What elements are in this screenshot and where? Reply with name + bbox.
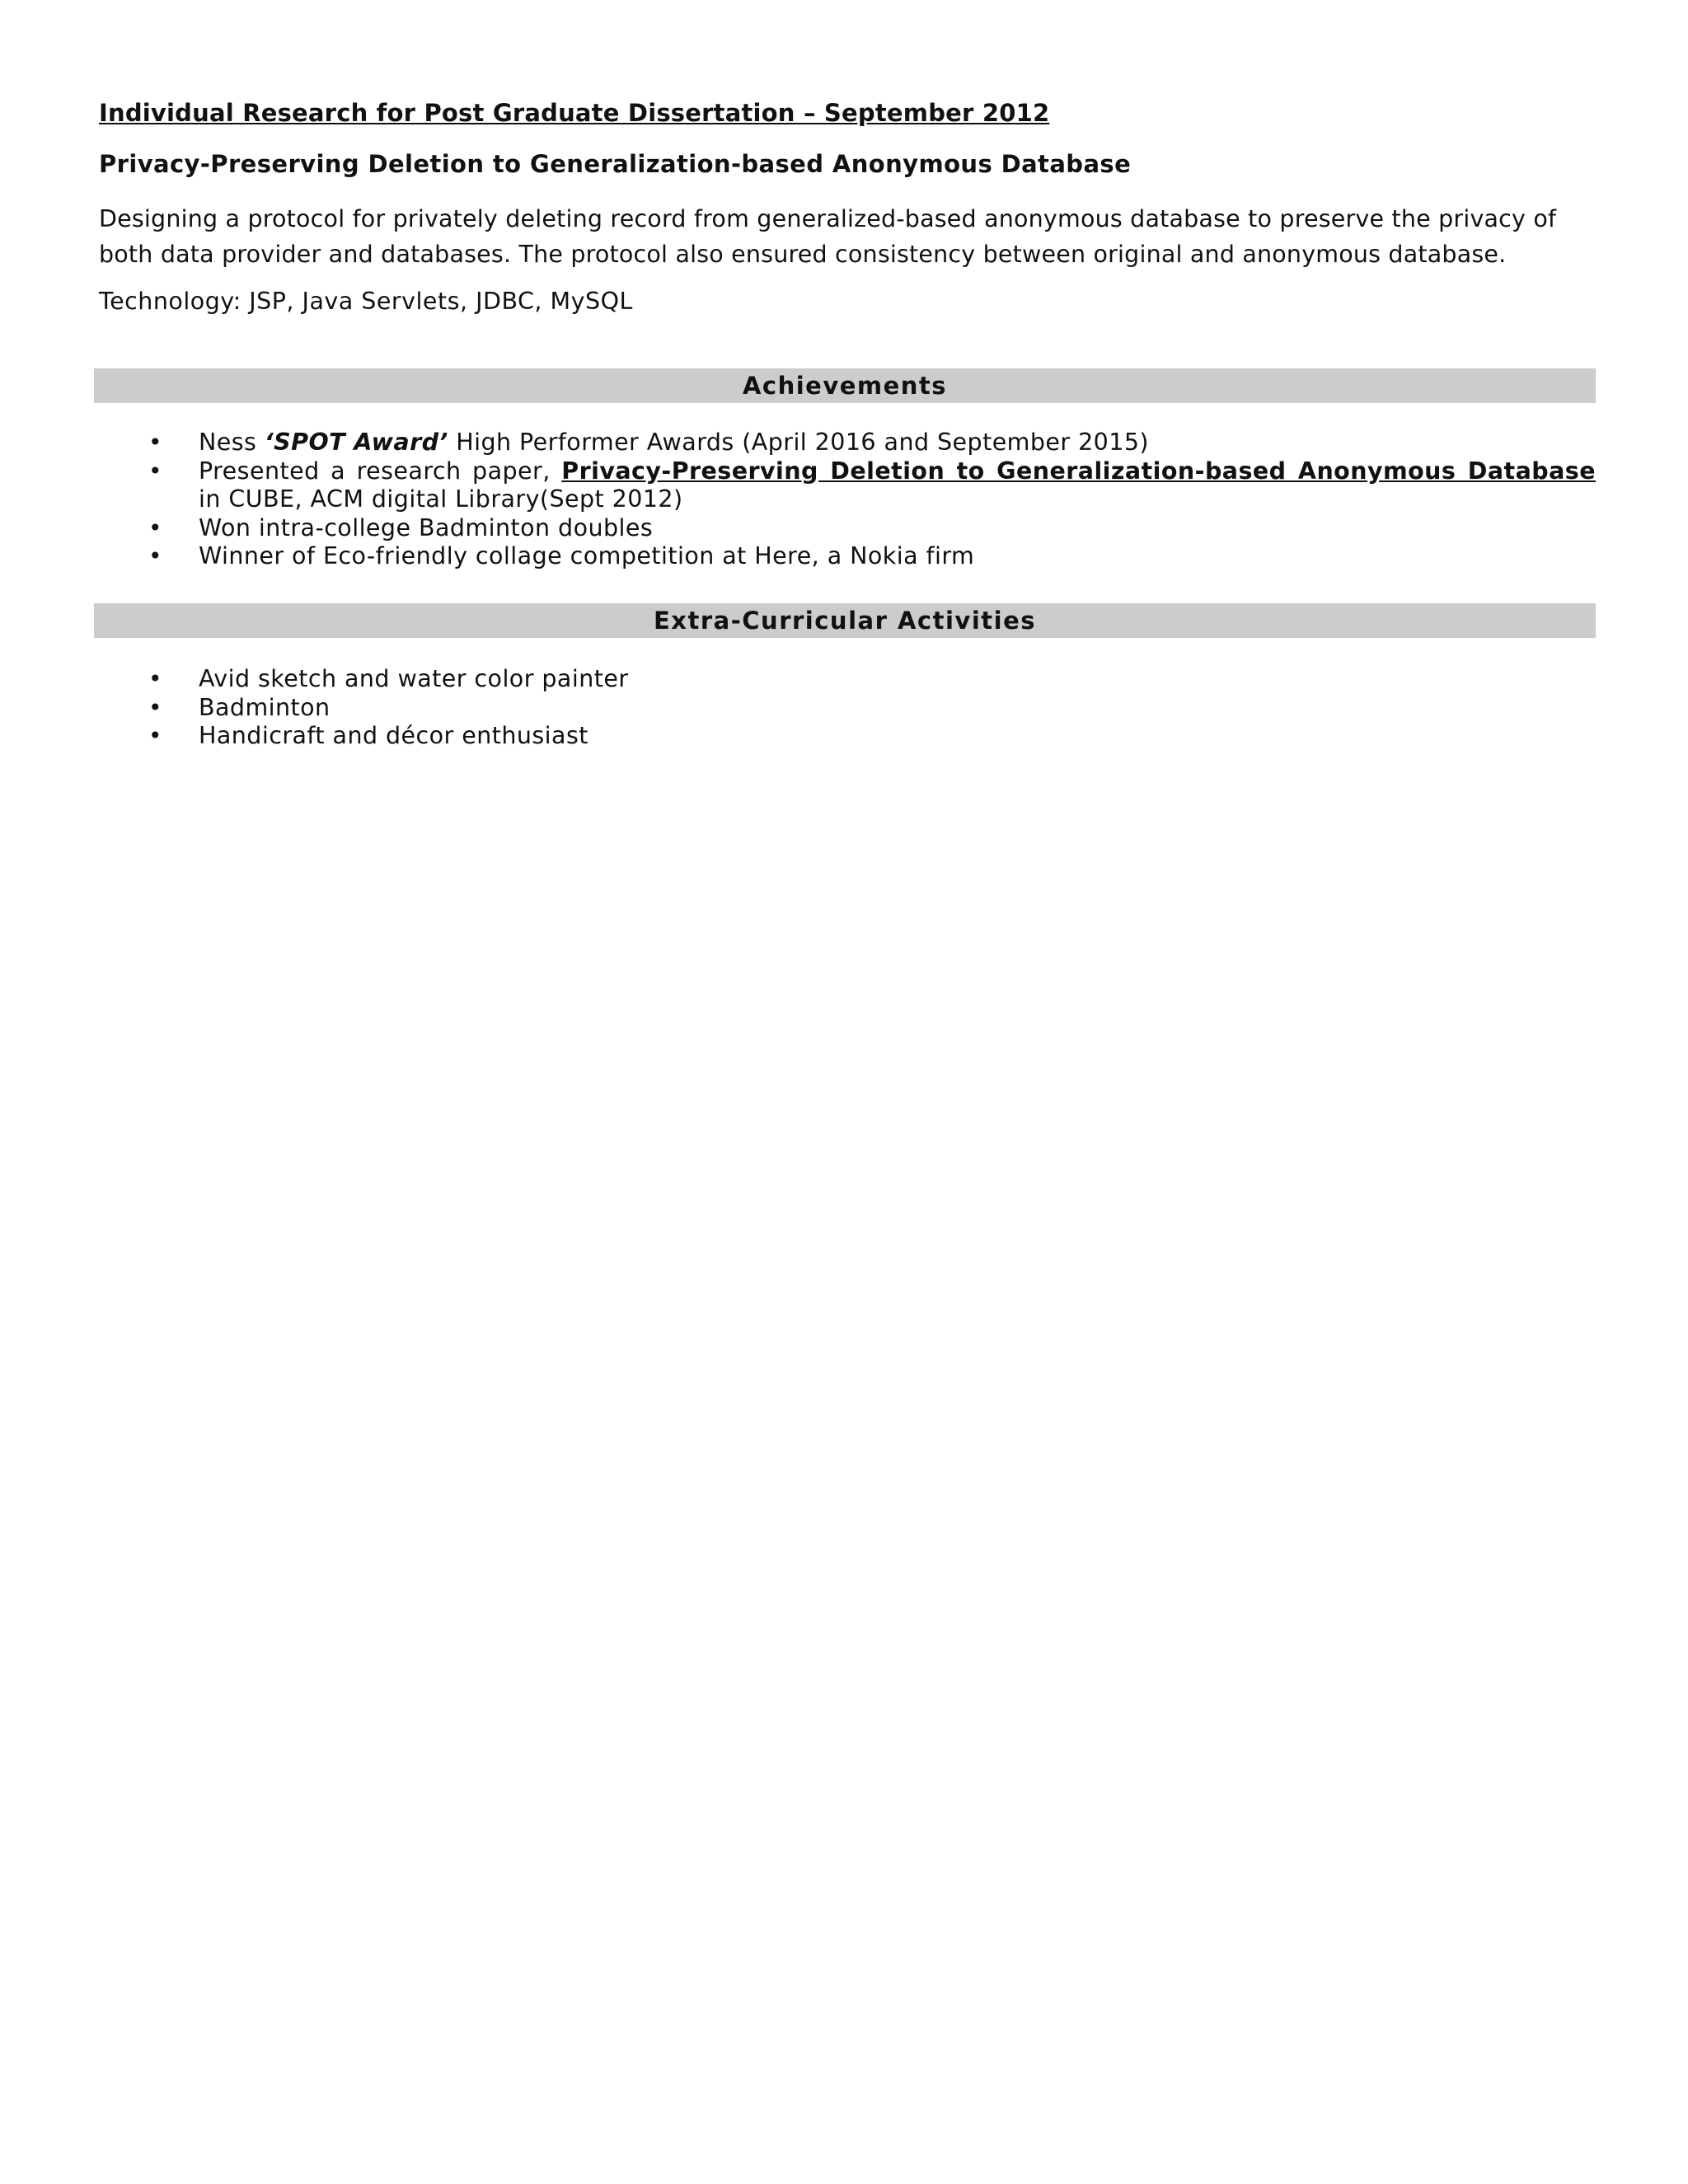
paper-title-text: Privacy-Preserving Deletion to Generalization-based Anonymous Database: [561, 457, 1596, 485]
bullet-icon: •: [148, 429, 162, 456]
bullet-icon: •: [148, 513, 162, 541]
bullet-icon: •: [148, 542, 162, 569]
list-item: [0, 457, 1688, 514]
list-item: [0, 694, 1688, 723]
achievement-text: Presented a research paper,: [199, 457, 562, 485]
extracurricular-heading: Extra-Curricular Activities: [94, 603, 1596, 638]
achievement-text: Won intra-college Badminton doubles: [199, 513, 654, 541]
project-description: Designing a protocol for privately deleting record from generalized-based anonymous database to preserve the privacy of both data provider and databases. The protocol also ensured consistency between original and anonymous database.: [99, 205, 1557, 268]
list-item: [0, 722, 1688, 751]
spot-award-text: ‘SPOT Award’: [264, 429, 448, 456]
technology-line: Technology: JSP, Java Servlets, JDBC, MySQL: [99, 288, 633, 315]
achievement-text: High Performer Awards (April 2016 and September 2015): [448, 429, 1149, 456]
achievement-text: Winner of Eco-friendly collage competition at Here, a Nokia firm: [199, 542, 975, 569]
research-heading: Individual Research for Post Graduate Dissertation – September 2012: [99, 99, 1050, 127]
bullet-icon: •: [148, 693, 162, 721]
activity-text: Avid sketch and water color painter: [199, 665, 629, 692]
bullet-icon: •: [148, 457, 162, 485]
achievement-text: Ness: [199, 429, 265, 456]
activity-text: Handicraft and décor enthusiast: [199, 722, 588, 749]
project-title: Privacy-Preserving Deletion to Generalization-based Anonymous Database: [99, 150, 1132, 178]
list-item: [0, 514, 1688, 543]
activity-text: Badminton: [199, 693, 331, 721]
list-item: [0, 665, 1688, 694]
bullet-icon: •: [148, 722, 162, 749]
achievements-heading: Achievements: [94, 368, 1596, 403]
extracurricular-list: [0, 665, 1688, 751]
achievements-list: [0, 429, 1688, 571]
list-item: [0, 542, 1688, 571]
bullet-icon: •: [148, 665, 162, 692]
list-item: [0, 429, 1688, 457]
achievement-text: in CUBE, ACM digital Library(Sept 2012): [199, 485, 683, 513]
